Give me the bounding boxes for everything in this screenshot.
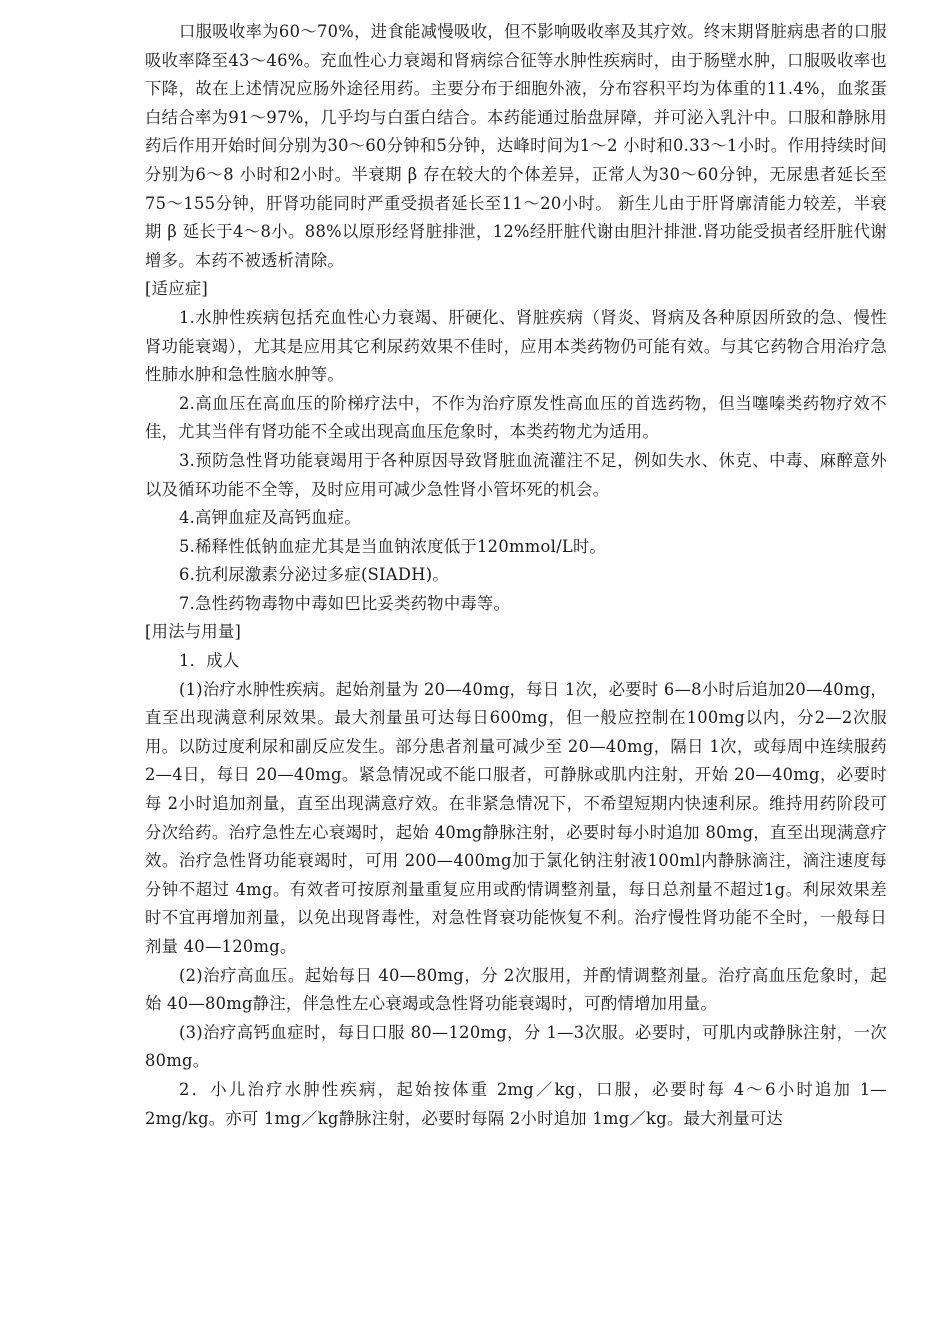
dosage-paragraph-children: 2．小儿治疗水肿性疾病，起始按体重 2mg／kg，口服，必要时每 4～6小时追加 1—2mg/kg。亦可 1mg／kg静脉注射，必要时每隔 2小时追加 1mg／kg。最大剂量可达: [145, 1079, 887, 1128]
dosage-paragraph-hypertension: (2)治疗高血压。起始每日 40—80mg，分 2次服用，并酌情调整剂量。治疗高血压危象时，起始 40—80mg静注，伴急性左心衰竭或急性肾功能衰竭时，可酌情增加用量。: [145, 965, 887, 1014]
indication-item-1: 1.水肿性疾病包括充血性心力衰竭、肝硬化、肾脏疾病（肾炎、肾病及各种原因所致的急、慢性肾功能衰竭），尤其是应用其它利尿药效果不佳时，应用本类药物仍可能有效。与其它药物合用治疗急性肺水肿和急性脑水肿等。: [145, 307, 887, 385]
dosage-paragraph-hypercalcemia: (3)治疗高钙血症时，每日口服 80—120mg，分 1—3次服。必要时，可肌内或静脉注射，一次 80mg。: [145, 1022, 887, 1071]
indication-item-5: 5.稀释性低钠血症尤其是当血钠浓度低于120mmol/L时。: [179, 536, 607, 556]
dosage-paragraph-edema: (1)治疗水肿性疾病。起始剂量为 20—40mg，每日 1次，必要时 6—8小时后追加20—40mg，直至出现满意利尿效果。最大剂量虽可达每日600mg，但一般应控制在100mg以内，分2—2次服用。以防过度利尿和副反应发生。部分患者剂量可减少至 20—40mg，隔日 1次，或每周中连续服药 2—4日，每日 20—40mg。紧急情况或不能口服者，可静脉或肌内注射，开始 20—40mg，必要时每 2小时追加剂量，直至出现满意疗效。在非紧急情况下，不希望短期内快速利尿。维持用药阶段可分次给药。治疗急性左心衰竭时，起始 40mg静脉注射，必要时每小时追加 80mg，直至出现满意疗效。治疗急性肾功能衰竭时，可用 200—400mg加于氯化钠注射液100ml内静脉滴注，滴注速度每分钟不超过 4mg。有效者可按原剂量重复应用或酌情调整剂量，每日总剂量不超过1g。利尿效果差时不宜再增加剂量，以免出现肾毒性，对急性肾衰功能恢复不利。治疗慢性肾功能不全时，一般每日剂量 40—120mg。: [145, 679, 887, 956]
indication-item-4: 4.高钾血症及高钙血症。: [179, 508, 361, 528]
indication-item-7: 7.急性药物毒物中毒如巴比妥类药物中毒等。: [179, 593, 511, 613]
indication-item-2: 2.高血压在高血压的阶梯疗法中，不作为治疗原发性高血压的首选药物，但当噻嗪类药物疗效不佳，尤其当伴有肾功能不全或出现高血压危象时，本类药物尤为适用。: [145, 393, 887, 442]
dosage-heading: [用法与用量]: [145, 622, 242, 642]
indication-item-6: 6.抗利尿激素分泌过多症(SIADH)。: [179, 565, 449, 585]
pharmacokinetics-paragraph: 口服吸收率为60～70%，进食能减慢吸收，但不影响吸收率及其疗效。终末期肾脏病患者的口服吸收率降至43～46%。充血性心力衰竭和肾病综合征等水肿性疾病时，由于肠壁水肿，口服吸收率也下降，故在上述情况应肠外途径用药。主要分布于细胞外液，分布容积平均为体重的11.4%，血浆蛋白结合率为91～97%，几乎均与白蛋白结合。本药能通过胎盘屏障，并可泌入乳汁中。口服和静脉用药后作用开始时间分别为30～60分钟和5分钟，达峰时间为1～2 小时和0.33～1小时。作用持续时间分别为6～8 小时和2小时。半衰期 β 存在较大的个体差异，正常人为30～60分钟，无尿患者延长至 75～155分钟，肝肾功能同时严重受损者延长至11～20小时。 新生儿由于肝肾廓清能力较差，半衰期 β 延长于4～8小。88%以原形经肾脏排泄，12%经肝脏代谢由胆汁排泄.肾功能受损者经肝脏代谢增多。本药不被透析清除。: [145, 22, 887, 270]
indication-item-3: 3.预防急性肾功能衰竭用于各种原因导致肾脏血流灌注不足，例如失水、休克、中毒、麻醉意外以及循环功能不全等，及时应用可减少急性肾小管坏死的机会。: [145, 450, 887, 499]
indications-heading: [适应症]: [145, 279, 209, 299]
dosage-adult-title: 1．成人: [179, 651, 240, 671]
document-page: [145, 18, 887, 1133]
